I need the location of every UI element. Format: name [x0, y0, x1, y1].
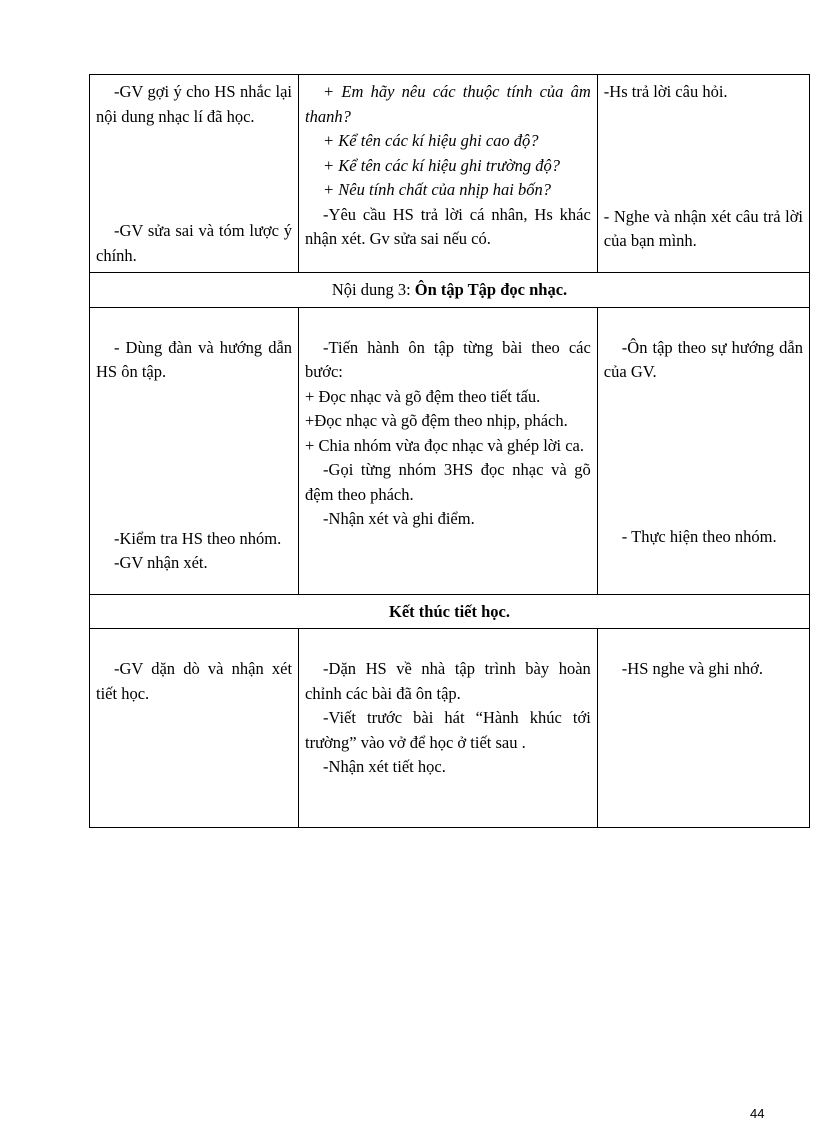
content-cell: [299, 307, 598, 594]
section-title: Ôn tập Tập đọc nhạc.: [414, 280, 568, 299]
teacher-activity-cell: [90, 307, 299, 594]
cell-text: - Dùng đàn và hướng dẫn HS ôn tập.: [96, 337, 293, 381]
content-cell: [299, 629, 598, 828]
cell-text: -Yêu cầu HS trả lời cá nhân, Hs khác nhận xét. Gv sửa sai nếu có.: [305, 204, 591, 248]
cell-text: -GV nhận xét.: [114, 553, 208, 572]
cell-text: - Nghe và nhận xét câu trả lời của bạn mình.: [603, 206, 803, 250]
cell-text: + Chia nhóm vừa đọc nhạc và ghép lời ca.: [305, 435, 585, 455]
teacher-activity-cell: [90, 629, 299, 828]
section-header-row: [90, 273, 810, 308]
cell-text: + Kể tên các kí hiệu ghi cao độ?: [323, 131, 539, 150]
section-header: [90, 273, 810, 308]
cell-text: -Viết trước bài hát “Hành khúc tới trường” vào vở để học ở tiết sau .: [305, 708, 591, 752]
section-header: [90, 594, 810, 629]
cell-text: + Đọc nhạc và gõ đệm theo tiết tấu.: [305, 386, 541, 406]
cell-text: - Thực hiện theo nhóm.: [621, 526, 777, 546]
cell-text: -Nhận xét và ghi điểm.: [323, 509, 475, 528]
cell-text: -Nhận xét tiết học.: [323, 757, 446, 776]
table-row: [90, 307, 810, 594]
cell-text: +Đọc nhạc và gõ đệm theo nhịp, phách.: [305, 411, 568, 430]
lesson-plan-table: [89, 74, 810, 828]
cell-text: -Gọi từng nhóm 3HS đọc nhạc và gõ đệm theo phách.: [305, 460, 591, 504]
student-activity-cell: [597, 75, 809, 273]
cell-text: -Tiến hành ôn tập từng bài theo các bước:: [305, 337, 591, 381]
student-activity-cell: [597, 629, 809, 828]
teacher-activity-cell: [90, 75, 299, 273]
student-activity-cell: [597, 307, 809, 594]
cell-text: + Em hãy nêu các thuộc tính của âm thanh?: [305, 82, 591, 126]
table-row: [90, 629, 810, 828]
cell-text: -Dặn HS về nhà tập trình bày hoàn chỉnh các bài đã ôn tập.: [305, 659, 591, 703]
content-cell: [299, 75, 598, 273]
section-label: Nội dung 3:: [331, 280, 411, 299]
cell-text: -Hs trả lời câu hỏi.: [603, 82, 728, 101]
cell-text: + Kể tên các kí hiệu ghi trường độ?: [323, 155, 561, 175]
cell-text: + Nêu tính chất của nhịp hai bốn?: [323, 180, 551, 199]
section-header-row: [90, 594, 810, 629]
cell-text: -Kiểm tra HS theo nhóm.: [114, 528, 282, 548]
cell-text: -GV dặn dò và nhận xét tiết học.: [96, 659, 293, 703]
page-number: 44: [750, 1106, 765, 1121]
cell-text: -Ôn tập theo sự hướng dẫn của GV.: [603, 337, 803, 381]
cell-text: -GV sửa sai và tóm lược ý chính.: [96, 221, 293, 265]
table-row: [90, 75, 810, 273]
cell-text: -HS nghe và ghi nhớ.: [621, 659, 763, 678]
cell-text: -GV gợi ý cho HS nhắc lại nội dung nhạc lí đã học.: [96, 82, 293, 126]
section-title: Kết thúc tiết học.: [389, 601, 510, 621]
